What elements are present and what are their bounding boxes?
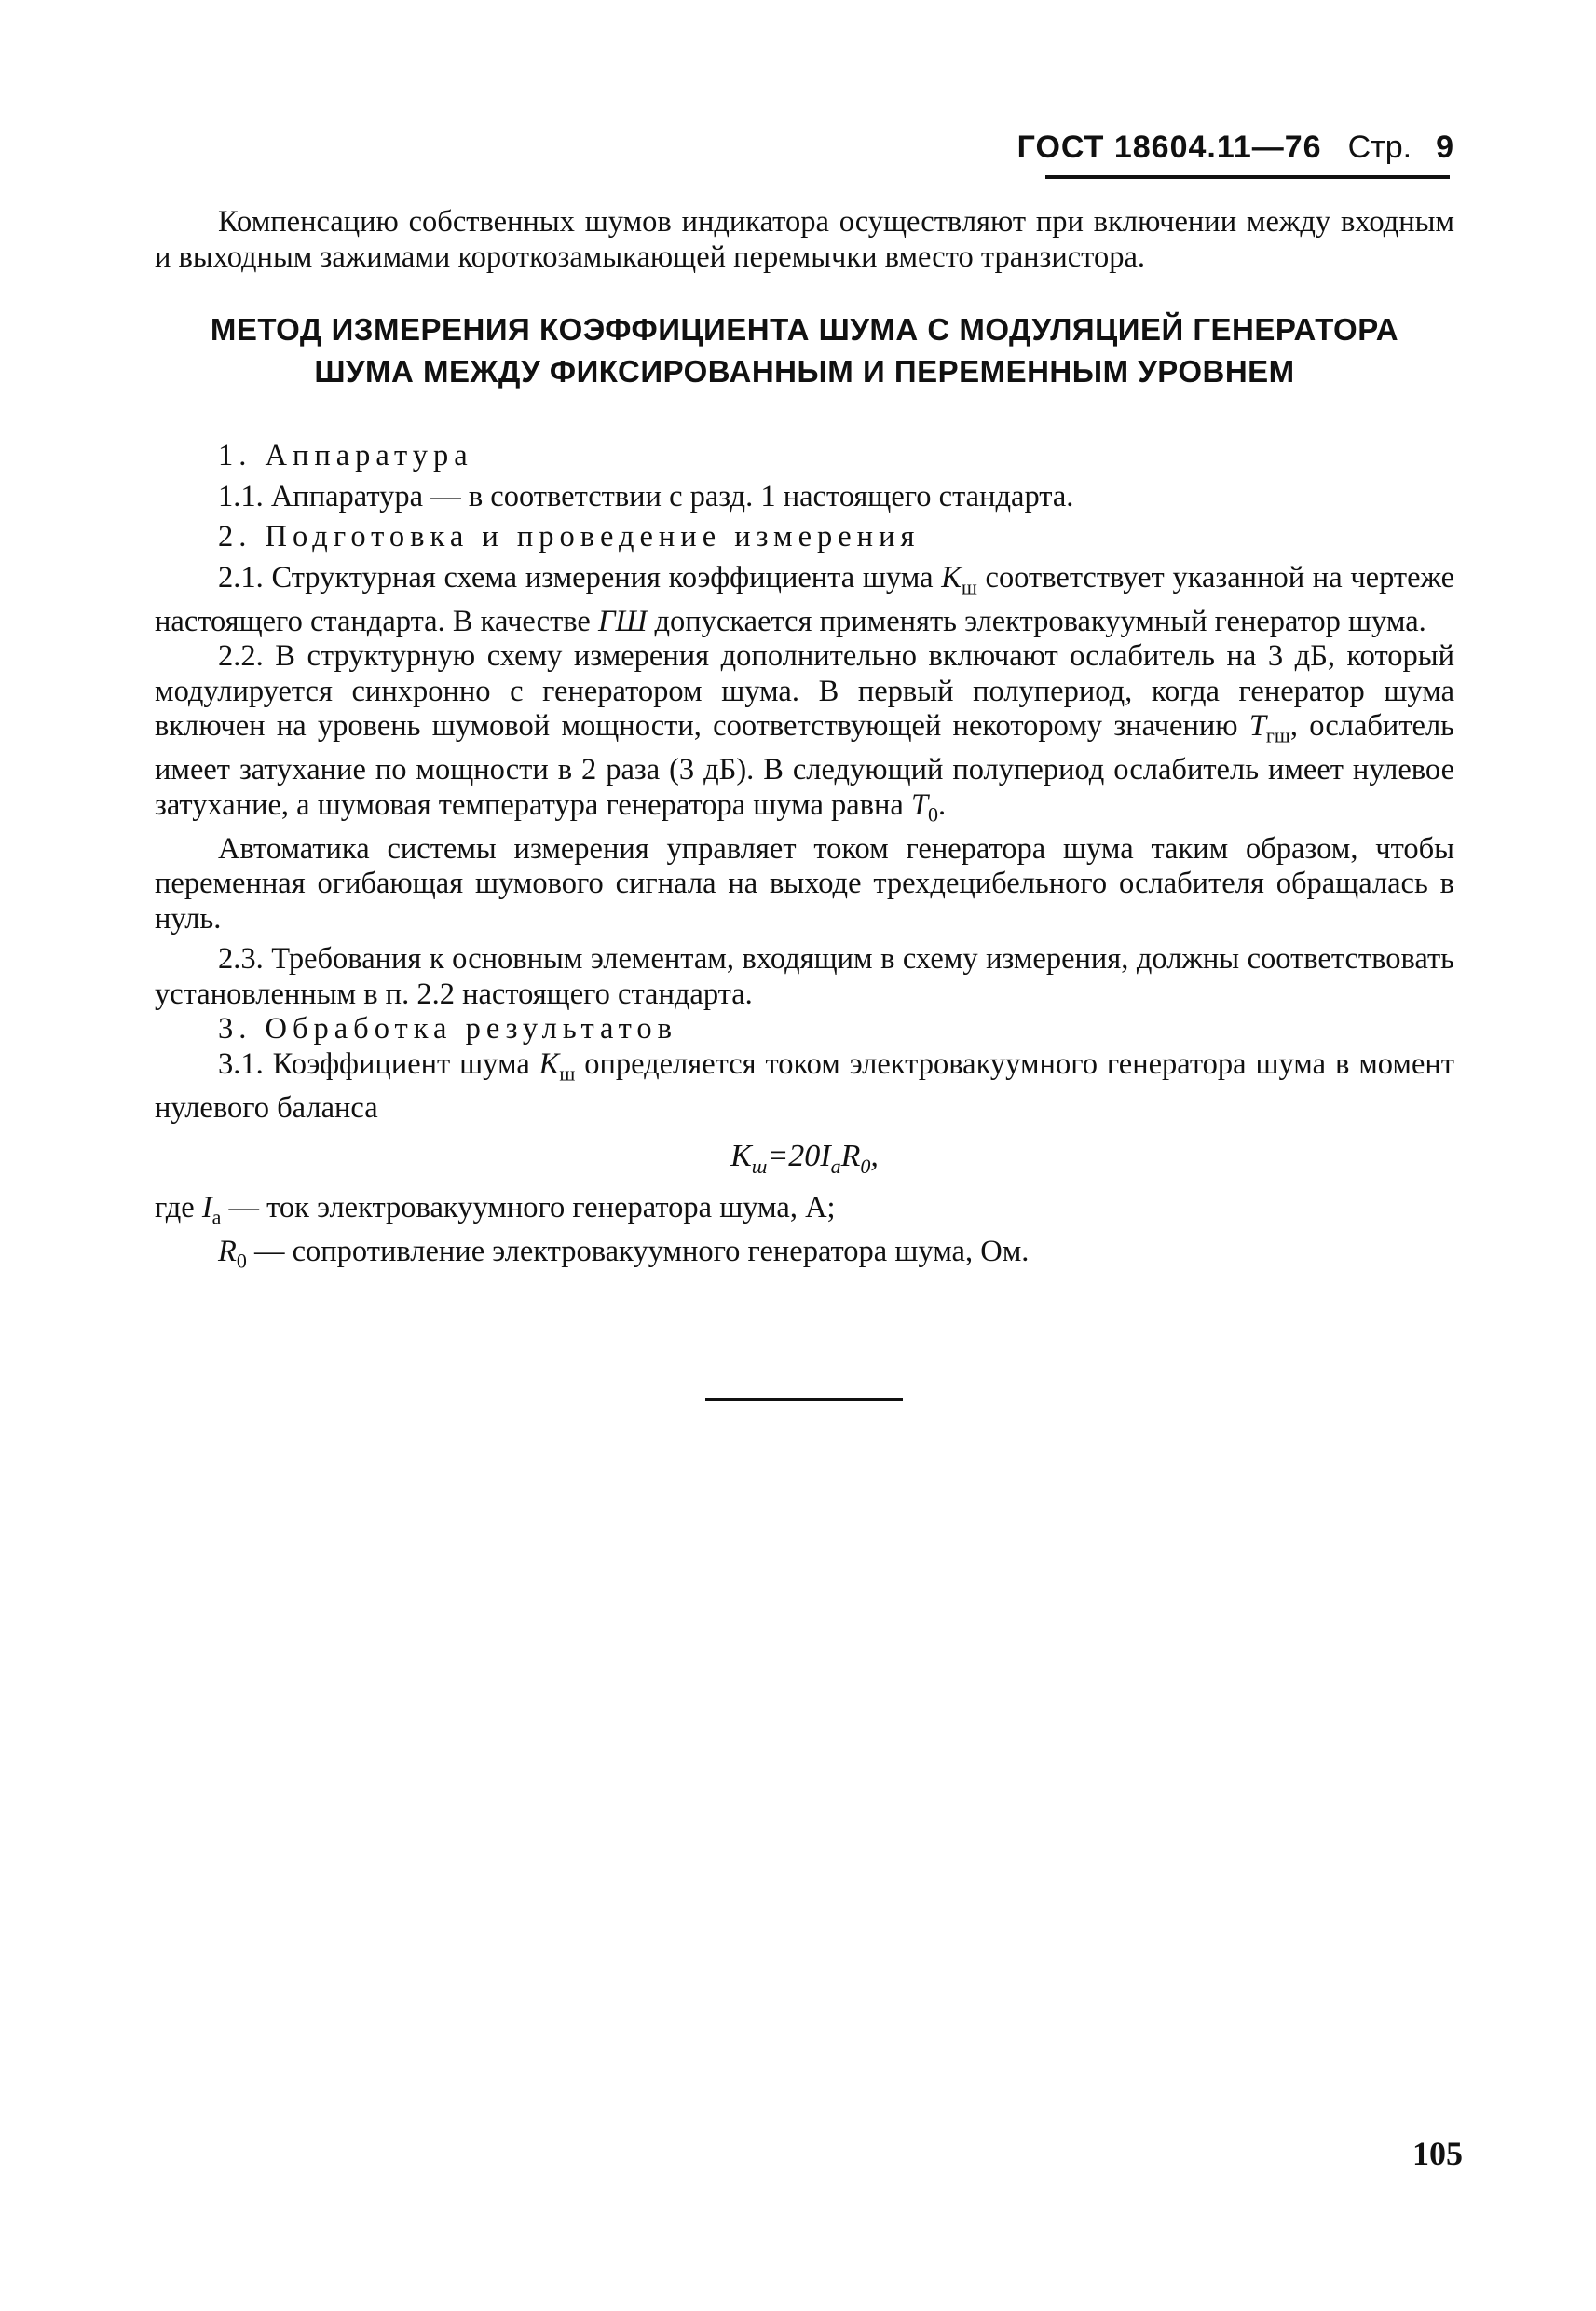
formula: $K_ш=20I_аR_0$, bbox=[730, 1139, 879, 1178]
heading-preparation: 2. Подготовка и проведение измерения bbox=[218, 520, 921, 554]
page-number: 105 bbox=[1412, 2135, 1463, 2172]
clause-2-1: 2.1. Структурная схема измерения коэффициента шума $K_ш$ соответствует указанной на чертеже настоящего стандарта. В качестве ГШ допускается применять электровакуумный генератор шума. bbox=[155, 560, 1454, 638]
legend-current: где $I_а$ — ток электровакуумного генератора шума, А; bbox=[155, 1191, 836, 1229]
heading-processing: 3. Обработка результатов bbox=[218, 1012, 677, 1046]
section-title-line-1: МЕТОД ИЗМЕРЕНИЯ КОЭФФИЦИЕНТА ШУМА С МОДУЛЯЦИЕЙ ГЕНЕРАТОРА bbox=[210, 312, 1399, 347]
page-label: Стр. bbox=[1347, 130, 1412, 165]
end-rule bbox=[705, 1398, 903, 1401]
clause-2-3: 2.3. Требования к основным элементам, входящим в схему измерения, должны соответствовать установленным в п. 2.2 настоящего стандарта. bbox=[155, 942, 1454, 1011]
section-title-line-2: ШУМА МЕЖДУ ФИКСИРОВАННЫМ И ПЕРЕМЕННЫМ УРОВНЕМ bbox=[314, 354, 1295, 389]
header-rule bbox=[1045, 175, 1450, 179]
clause-2-2: 2.2. В структурную схему измерения дополнительно включают ослабитель на 3 дБ, который модулируется синхронно с генератором шума. В первый полупериод, когда генератор шума включен на уровень шумовой мощности, соответствующей некоторому значению $T_{гш}$, ослабитель имеет затухание по мощности в 2 раза (3 дБ). В следующий полупериод ослабитель имеет нулевое затухание, а шумовая температура генератора шума равна $T_0$. bbox=[155, 639, 1454, 826]
legend-resistance: $R_0$ — сопротивление электровакуумного генератора шума, Ом. bbox=[218, 1235, 1030, 1273]
clause-1-1: 1.1. Аппаратура — в соответствии с разд. 1 настоящего стандарта. bbox=[218, 479, 1074, 513]
section-title bbox=[155, 308, 1454, 392]
clause-3-1: 3.1. Коэффициент шума $K_ш$ определяется током электровакуумного генератора шума в момент нулевого баланса bbox=[155, 1046, 1454, 1125]
page-header bbox=[988, 125, 1453, 170]
header-page-number: 9 bbox=[1436, 130, 1453, 165]
standard-number: ГОСТ 18604.11—76 bbox=[1016, 130, 1322, 165]
heading-apparatus: 1. Аппаратура bbox=[218, 439, 473, 472]
automation-paragraph: Автоматика системы измерения управляет током генератора шума таким образом, чтобы переменная огибающая шумового сигнала на выходе трехдецибельного ослабителя обращалась в нуль. bbox=[155, 831, 1454, 936]
intro-paragraph: Компенсацию собственных шумов индикатора осуществляют при включении между входным и выходным зажимами короткозамыкающей перемычки вместо транзистора. bbox=[155, 205, 1454, 274]
document-body bbox=[155, 205, 1454, 1279]
